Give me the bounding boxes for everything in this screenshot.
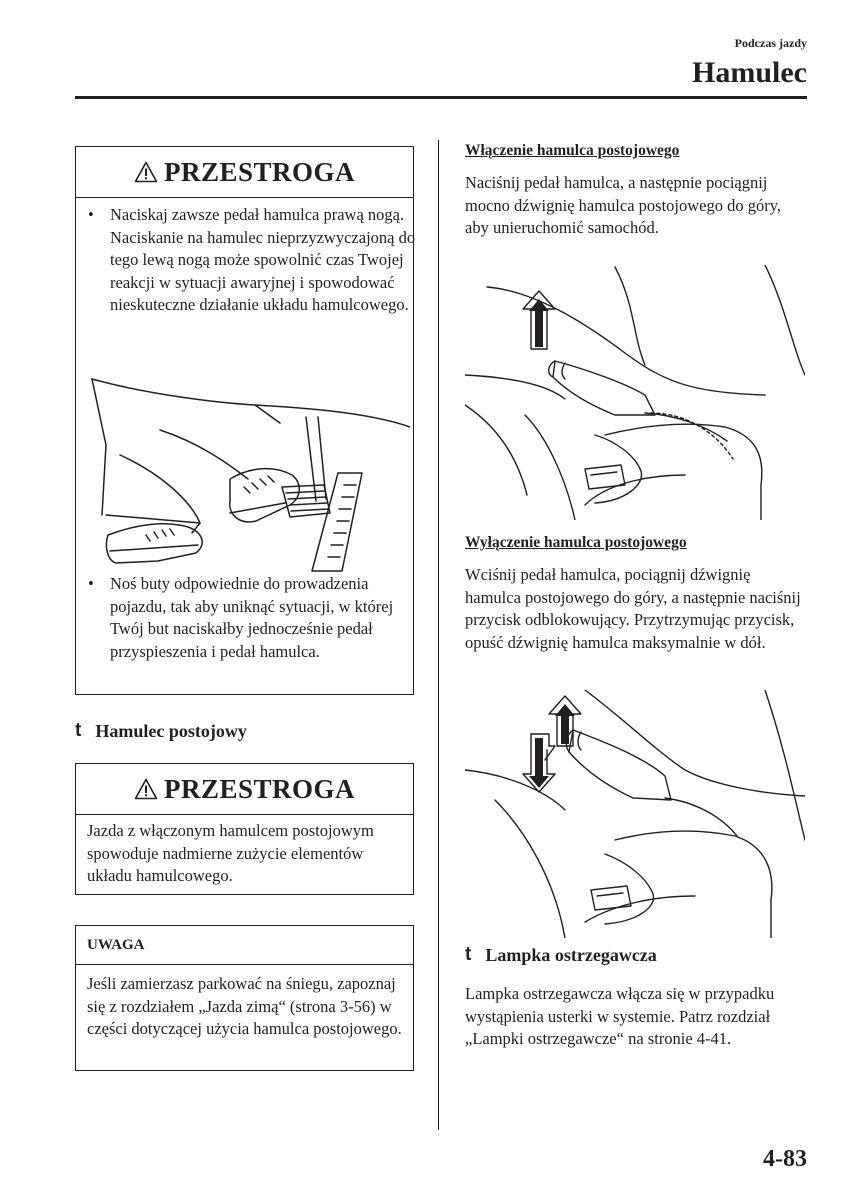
caution-title: PRZESTROGA <box>163 773 356 804</box>
arrow-up-icon <box>529 299 549 347</box>
note-title: UWAGA <box>87 936 145 953</box>
warning-triangle-icon <box>134 778 158 800</box>
pedals-illustration <box>80 375 410 575</box>
section-heading-label: Lampka ostrzegawcza <box>485 944 657 965</box>
page-title: Hamulec <box>692 56 807 89</box>
warning-triangle-icon <box>134 161 158 183</box>
parking-brake-release-illustration <box>465 690 805 938</box>
caution-header <box>76 147 413 198</box>
header-rule <box>75 96 807 99</box>
bullet-icon: • <box>88 205 94 224</box>
apply-heading: Włączenie hamulca postojowego <box>465 142 680 159</box>
caution-bullet <box>88 204 422 317</box>
caution-text: Jazda z włączonym hamulcem postojowym spowoduje nadmierne zużycie elementów układu hamulcowego. <box>87 821 374 885</box>
section-marker: t <box>465 944 472 965</box>
running-head: Podczas jazdy <box>734 36 807 50</box>
caution-title: PRZESTROGA <box>163 156 356 187</box>
bullet-icon: • <box>88 574 94 593</box>
note-text: Jeśli zamierzasz parkować na śniegu, zapoznaj się z rozdziałem „Jazda zimą“ (strona 3-56) w części dotyczącej użycia hamulca postojowego. <box>87 974 402 1038</box>
section-heading <box>465 944 657 966</box>
caution-bullet <box>88 573 422 663</box>
caution-bullet-text: Naciskaj zawsze pedał hamulca prawą nogą. Naciskanie na hamulec nieprzyzwyczajoną do tego lewą nogą może spowolnić czas Twojej reakcji w sytuacji awaryjnej i spowodować nieskuteczne działanie układu hamulcowego. <box>110 205 416 314</box>
lamp-text: Lampka ostrzegawcza włącza się w przypadku wystąpienia usterki w systemie. Patrz rozdział „Lampki ostrzegawcze“ na stronie 4-41. <box>465 984 775 1048</box>
section-heading <box>75 720 247 742</box>
caution-bullet-text: Noś buty odpowiednie do prowadzenia pojazdu, tak aby uniknąć sytuacji, w której Twój but naciskałby jednocześnie pedał przyspieszenia i pedał hamulca. <box>110 574 394 661</box>
section-marker: t <box>75 720 82 741</box>
note-box <box>75 925 414 1071</box>
section-heading-label: Hamulec postojowy <box>95 720 247 741</box>
page-number: 4-83 <box>763 1146 807 1172</box>
caution-box <box>75 146 414 695</box>
release-heading: Wyłączenie hamulca postojowego <box>465 534 687 551</box>
parking-brake-apply-illustration <box>465 265 805 520</box>
caution-header <box>76 764 413 815</box>
column-divider <box>438 140 439 1130</box>
release-text: Wciśnij pedał hamulca, pociągnij dźwignię hamulca postojowego do góry, a następnie naciśnij przycisk odblokowujący. Przytrzymując przycisk, opuść dźwignię hamulca maksymalnie w dół. <box>465 565 801 652</box>
arrow-down-icon <box>529 738 549 788</box>
apply-text: Naciśnij pedał hamulca, a następnie pociągnij mocno dźwignię hamulca postojowego do góry, aby unieruchomić samochód. <box>465 173 782 237</box>
note-header <box>76 926 413 965</box>
caution-box <box>75 763 414 895</box>
